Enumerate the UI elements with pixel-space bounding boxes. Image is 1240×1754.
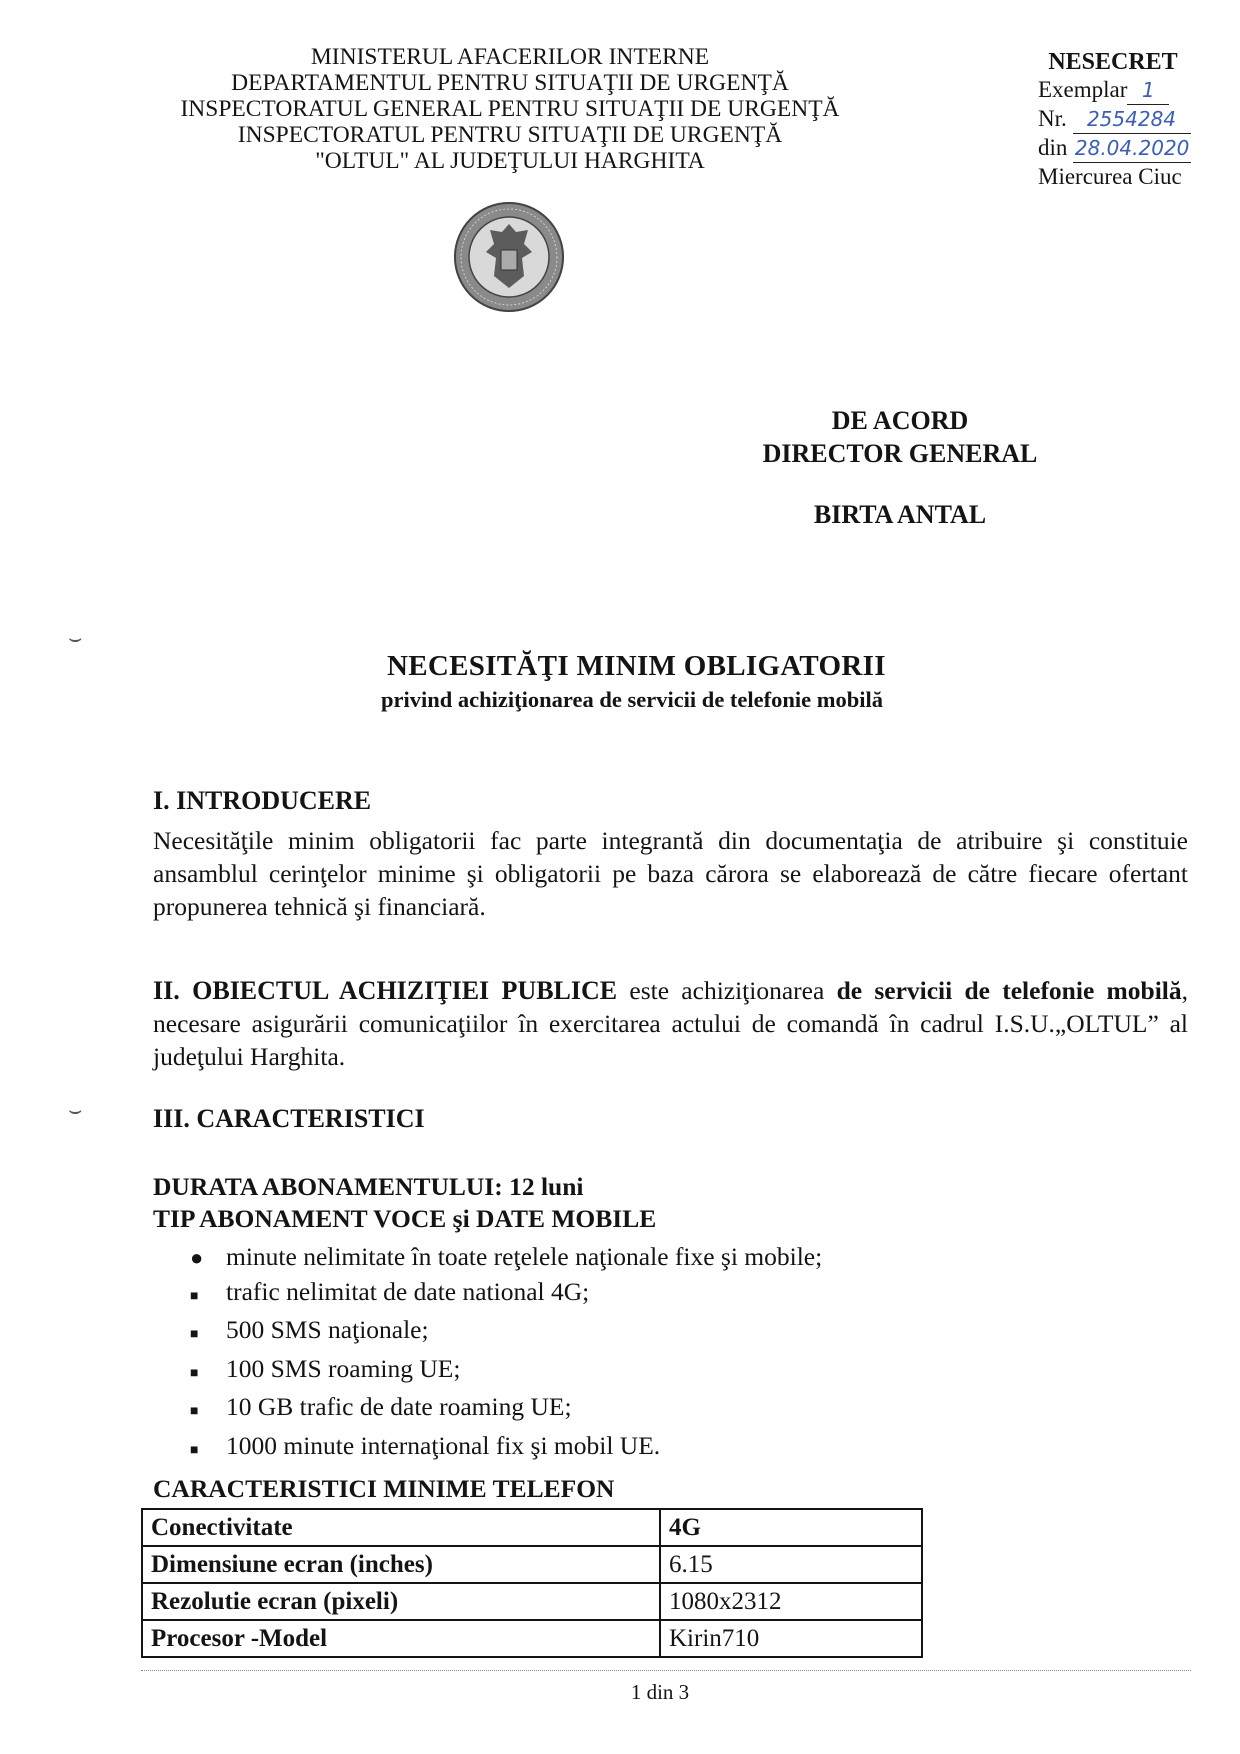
table-cell-key: Dimensiune ecran (inches) — [142, 1546, 660, 1583]
approval-line: DE ACORD — [831, 406, 969, 435]
approval-title: DIRECTOR GENERAL — [762, 439, 1038, 468]
list-item-text: trafic nelimitat de date national 4G; — [226, 1276, 590, 1306]
registration-number-row — [1038, 105, 1191, 134]
issuer-line: INSPECTORATUL GENERAL PENTRU SITUAŢII DE URGENŢĂ — [180, 96, 840, 122]
exemplar-row — [1038, 76, 1191, 105]
official-seal-icon — [452, 200, 566, 314]
approver-name: BIRTA ANTAL — [813, 500, 987, 529]
exemplar-value: 1 — [1127, 76, 1169, 105]
list-item-text: 1000 minute internaţional fix şi mobil UE. — [226, 1430, 661, 1460]
document-date: 28.04.2020 — [1073, 134, 1191, 163]
list-item-text: minute nelimitate în toate reţelele naţionale fixe şi mobile; — [226, 1242, 823, 1271]
table-row — [142, 1620, 922, 1657]
section-heading-caracteristici: III. CARACTERISTICI — [153, 1104, 425, 1133]
table-cell-key: Procesor -Model — [142, 1620, 660, 1657]
table-cell-value: 6.15 — [660, 1546, 922, 1583]
margin-mark: ⌣ — [68, 626, 83, 651]
issuer-line: DEPARTAMENTUL PENTRU SITUAŢII DE URGENŢĂ — [231, 70, 789, 96]
table-row — [142, 1509, 922, 1546]
phone-specs-heading: CARACTERISTICI MINIME TELEFON — [153, 1474, 615, 1503]
issuer-line: MINISTERUL AFACERILOR INTERNE — [310, 44, 710, 70]
bullet-icon: ■ — [190, 1288, 199, 1304]
document-title — [350, 650, 1090, 713]
table-cell-key: Rezolutie ecran (pixeli) — [142, 1583, 660, 1620]
list-item — [190, 1429, 822, 1468]
approval-block — [740, 404, 1060, 531]
title-main: NECESITĂŢI MINIM OBLIGATORII — [387, 650, 886, 682]
list-item — [190, 1352, 822, 1391]
objective-text: , necesare asigurării comunicaţiilor în exercitarea actului de comandă în cadrul I.S.U.„OLTUL” al judeţului Harghita. — [153, 976, 1188, 1071]
bullet-icon: ■ — [190, 1365, 199, 1381]
objective-highlight: de servicii de telefonie mobilă — [836, 976, 1182, 1005]
bullet-icon: ■ — [190, 1404, 199, 1419]
list-item-text: 500 SMS naţionale; — [226, 1315, 429, 1344]
objective-text: este achiziţionarea — [617, 976, 837, 1005]
issuer-header — [130, 44, 890, 174]
date-label: din — [1038, 135, 1068, 160]
date-row — [1038, 134, 1191, 163]
table-cell-value: 1080x2312 — [660, 1583, 922, 1620]
page-number: 1 din 3 — [630, 1680, 690, 1704]
list-item-text: 10 GB trafic de date roaming UE; — [226, 1392, 572, 1421]
nr-label: Nr. — [1038, 106, 1067, 131]
list-item — [190, 1313, 822, 1352]
table-row — [142, 1583, 922, 1620]
list-item-text: 100 SMS roaming UE; — [226, 1353, 461, 1383]
bullet-icon: ■ — [190, 1327, 199, 1342]
introduction-paragraph: Necesităţile minim obligatorii fac parte integrantă din documentaţia de atribuire şi constituie ansamblul cerinţelor minime şi obligatorii pe baza cărora se elaborează de către fiecare ofertant propunerea tehnică şi financiară. — [153, 826, 1188, 921]
registration-number: 2554284 — [1073, 105, 1191, 134]
list-item — [190, 1390, 822, 1429]
list-item — [190, 1275, 822, 1314]
table-row — [142, 1546, 922, 1583]
subscription-features-list — [190, 1240, 822, 1467]
table-cell-key: Conectivitate — [142, 1509, 660, 1546]
bullet-icon: ■ — [190, 1442, 199, 1458]
section-heading-introducere: I. INTRODUCERE — [153, 786, 372, 815]
subscription-type: TIP ABONAMENT VOCE şi DATE MOBILE — [153, 1204, 657, 1233]
classification-label: NESECRET — [1048, 49, 1178, 75]
section-heading-obiectul: II. OBIECTUL ACHIZIŢIEI PUBLICE — [153, 976, 618, 1005]
table-cell-value: 4G — [660, 1509, 922, 1546]
phone-specs-table — [141, 1508, 923, 1658]
exemplar-label: Exemplar — [1038, 77, 1128, 102]
footer-divider — [141, 1670, 1191, 1671]
table-cell-value: Kirin710 — [660, 1620, 922, 1657]
list-item — [190, 1240, 822, 1275]
title-subtitle: privind achiziţionarea de servicii de telefonie mobilă — [381, 687, 884, 712]
subscription-duration: DURATA ABONAMENTULUI: 12 luni — [153, 1172, 584, 1201]
objective-paragraph — [153, 974, 1188, 1073]
issuer-line: "OLTUL" AL JUDEŢULUI HARGHITA — [315, 148, 705, 174]
issuer-line: INSPECTORATUL PENTRU SITUAŢII DE URGENŢĂ — [237, 122, 783, 148]
classification-block — [1038, 48, 1191, 191]
margin-mark: ⌣ — [68, 1098, 83, 1123]
bullet-icon: ● — [190, 1245, 204, 1270]
city: Miercurea Ciuc — [1038, 164, 1182, 189]
